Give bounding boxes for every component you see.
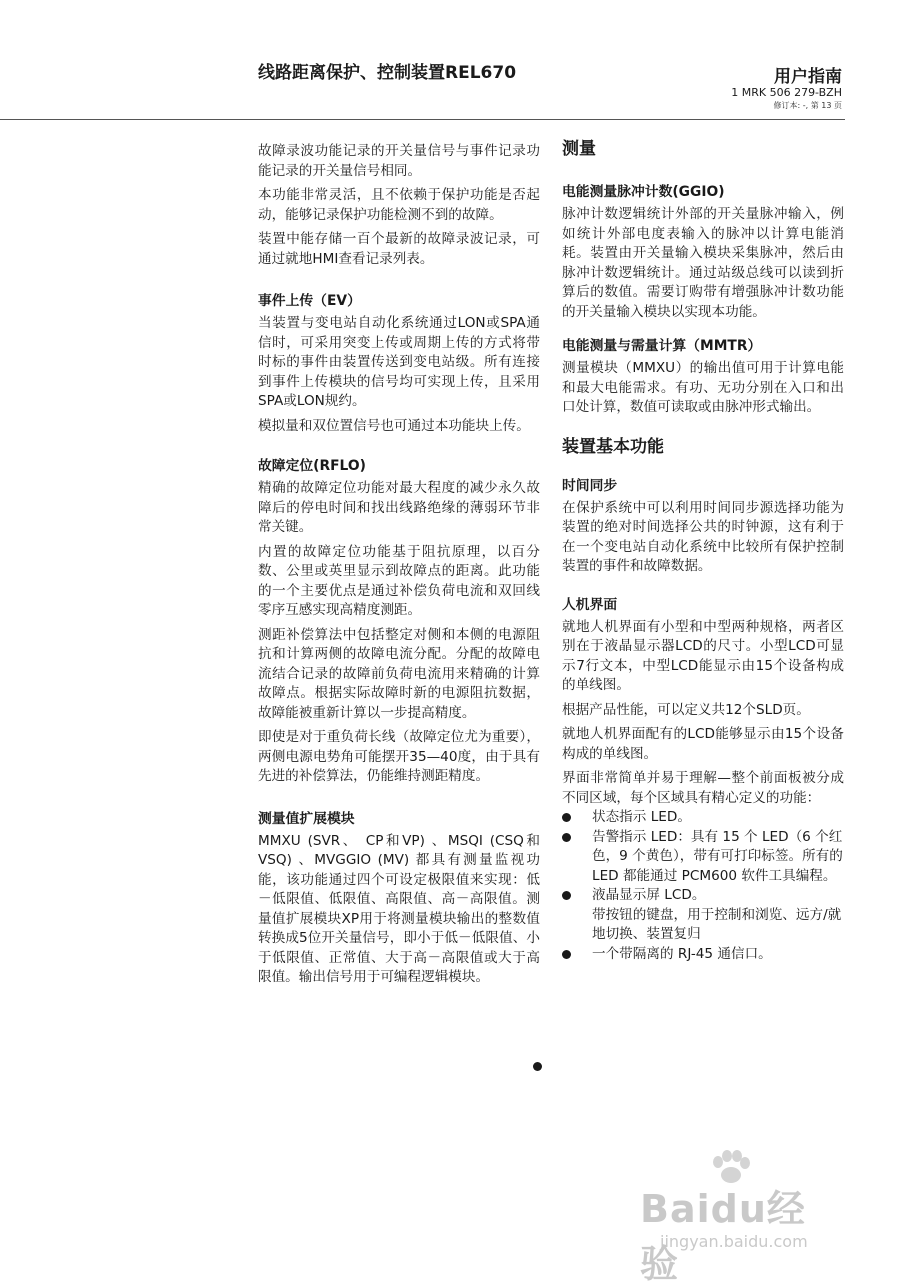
list-item: 液晶显示屏 LCD。 <box>562 886 844 906</box>
disturbance-paragraph-2: 本功能非常灵活，且不依赖于保护功能是否起动，能够记录保护功能检测不到的故障。 <box>258 187 540 223</box>
watermark-url: jingyan.baidu.com <box>660 1232 808 1251</box>
mmtr-paragraph: 测量模块（MMXU）的输出值可用于计算电能和最大电能需求。有功、无功分别在入口和出口处计算，数值可读取或由脉冲形式输出。 <box>562 360 844 415</box>
extension-heading: 测量值扩展模块 <box>258 810 355 827</box>
document-id: 1 MRK 506 279-BZH <box>731 86 842 99</box>
disturbance-paragraph-1: 故障录波功能记录的开关量信号与事件记录功能记录的开关量信号相同。 <box>258 143 540 179</box>
document-title: 线路距离保护、控制装置REL670 <box>258 63 517 83</box>
disturbance-paragraph-3: 装置中能存储一百个最新的故障录波记录，可通过就地HMI查看记录列表。 <box>258 231 540 267</box>
rflo-paragraph-3: 测距补偿算法中包括整定对侧和本侧的电源阻抗和计算两侧的故障电流分配。分配的故障电流结合记录的故障前负荷电流用来精确的计算故障点。根据实际故障时新的电源阻抗数据，故障能被重新计算以一步提高精度。 <box>258 626 540 721</box>
watermark-brand: Baidu经验 <box>640 1187 806 1286</box>
measurement-heading: 测量 <box>562 139 596 159</box>
bullet-icon <box>562 950 571 959</box>
rflo-paragraph-4: 即使是对于重负荷长线（故障定位尤为重要），两侧电源电势角可能摆开35—40度，由于具有先进的补偿算法，仍能维持测距精度。 <box>258 729 540 784</box>
hmi-paragraph-1: 就地人机界面有小型和中型两种规格，两者区别在于液晶显示器LCD的尺寸。小型LCD可显示7行文本，中型LCD能显示由15个设备构成的单线图。 <box>562 618 844 693</box>
list-item: 一个带隔离的 RJ-45 通信口。 <box>562 945 844 965</box>
bullet-icon <box>562 891 571 900</box>
bullet-icon <box>562 833 571 842</box>
hmi-feature-list <box>562 808 844 964</box>
hmi-paragraph-2: 根据产品性能，可以定义共12个SLD页。 <box>562 701 810 718</box>
guide-title: 用户指南 <box>774 67 842 87</box>
list-item: 状态指示 LED。 <box>562 808 844 828</box>
hmi-paragraph-3: 就地人机界面配有的LCD能够显示由15个设备构成的单线图。 <box>562 726 844 762</box>
list-item: 带按钮的键盘，用于控制和浏览、远方/就地切换、装置复归 <box>592 906 842 942</box>
ggio-heading: 电能测量脉冲计数(GGIO) <box>562 184 725 200</box>
ev-heading: 事件上传（EV） <box>258 293 361 309</box>
bullet-icon <box>562 813 571 822</box>
bullet-dot-marker <box>533 1062 542 1071</box>
right-column <box>562 136 844 964</box>
revision-page: 修订本: -, 第 13 页 <box>773 101 842 110</box>
header-rule <box>0 119 845 120</box>
hmi-paragraph-4: 界面非常简单并易于理解—整个前面板被分成不同区域，每个区域具有精心定义的功能： <box>562 770 844 806</box>
rflo-paragraph-2: 内置的故障定位功能基于阻抗原理，以百分数、公里或英里显示到故障点的距离。此功能的一个主要优点是通过补偿负荷电流和双回线零序互感实现高精度测距。 <box>258 543 540 618</box>
ggio-paragraph: 脉冲计数逻辑统计外部的开关量脉冲输入，例如统计外部电度表输入的脉冲以计算电能消耗。装置由开关量输入模块采集脉冲，然后由脉冲计数逻辑统计。通过站级总线可以读到折算后的数值。需要订购带有增强脉冲计数功能的开关量输入模块以实现本功能。 <box>562 206 844 320</box>
rflo-heading: 故障定位(RFLO) <box>258 458 366 474</box>
time-sync-paragraph: 在保护系统中可以利用时间同步源选择功能为装置的绝对时间选择公共的时钟源，这有利于在一个变电站自动化系统中比较所有保护控制装置的事件和故障数据。 <box>562 499 844 574</box>
left-column <box>258 142 540 993</box>
hmi-heading: 人机界面 <box>562 596 618 613</box>
baidu-watermark <box>640 1150 840 1286</box>
extension-paragraph: MMXU (SVR、 CP和VP) 、MSQI (CSQ和VSQ) 、MVGGIO (MV) 都具有测量监视功能，该功能通过四个可设定极限值来实现：低－低限值、低限值、高限值、高－高限值。测量值扩展模块XP用于将测量模块输出的整数值转换成5位开关量信号，即小于低－低限值、小于低限值、正常值、大于高－高限值或大于高限值。输出信号用于可编程逻辑模块。 <box>258 832 540 985</box>
ev-paragraph-2: 模拟量和双位置信号也可通过本功能块上传。 <box>258 417 530 434</box>
time-sync-heading: 时间同步 <box>562 477 618 494</box>
basic-functions-heading: 装置基本功能 <box>562 436 664 457</box>
ev-paragraph-1: 当装置与变电站自动化系统通过LON或SPA通信时，可采用突变上传或周期上传的方式将带时标的事件由装置传送到变电站级。所有连接到事件上传模块的信号均可实现上传，且采用SPA或LON规约。 <box>258 315 540 409</box>
mmtr-heading: 电能测量与需量计算（MMTR） <box>562 338 762 354</box>
list-item: 告警指示 LED：具有 15 个 LED（6 个红色，9 个黄色），带有可打印标签。所有的 LED 都能通过 PCM600 软件工具编程。 <box>562 828 844 887</box>
rflo-paragraph-1: 精确的故障定位功能对最大程度的减少永久故障后的停电时间和找出线路绝缘的薄弱环节非常关键。 <box>258 480 540 535</box>
